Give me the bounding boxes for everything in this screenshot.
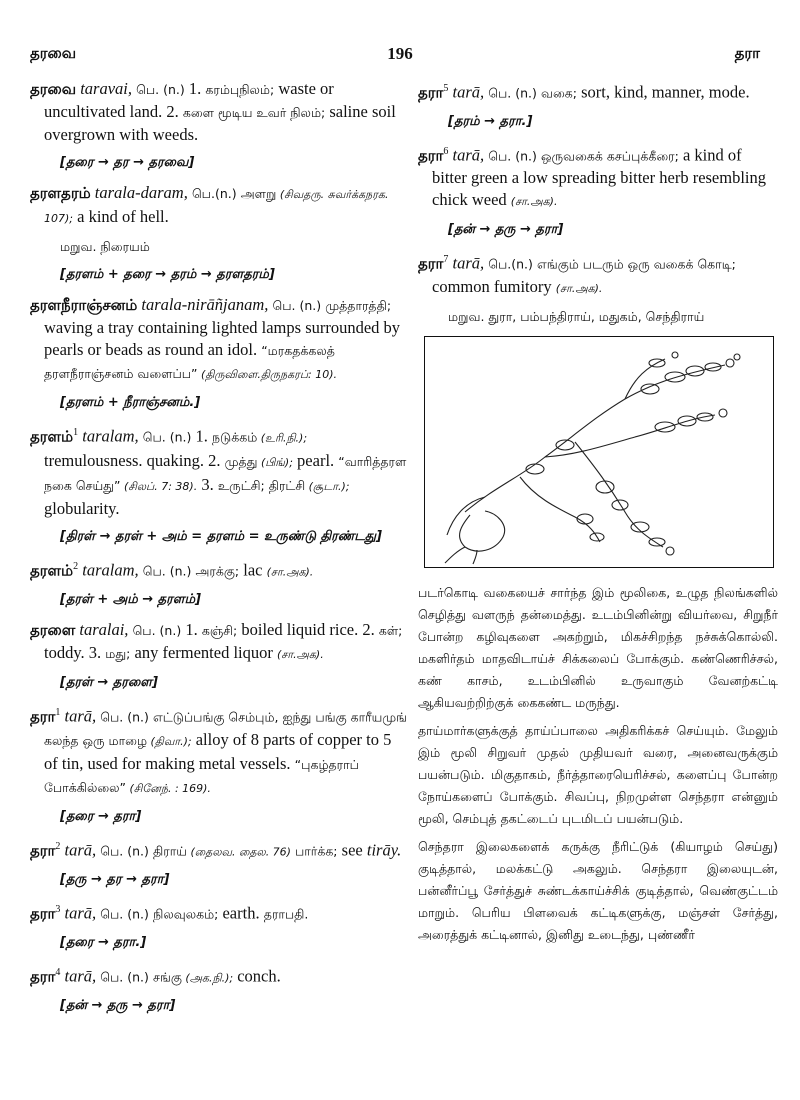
part-of-speech: பெ.(n.) [488, 256, 533, 272]
left-guide-word: தரவை [30, 44, 77, 62]
headword: தரவை [30, 80, 77, 98]
transliteration: tarā, [64, 966, 97, 985]
flower [666, 547, 674, 555]
etymology-line: [தரளம் + தரை → தரம் → தரளதரம்] [60, 267, 275, 282]
homograph-number: 6 [443, 145, 449, 157]
tamil-gloss: களை மூடிய உவர் நிலம்; [182, 105, 326, 120]
part-of-speech: பெ. (n.) [100, 709, 149, 725]
tamil-gloss: அரக்கு; [195, 563, 240, 578]
stem [447, 497, 485, 535]
headword: தரளை [30, 621, 76, 639]
tamil-gloss: தராபதி. [263, 906, 309, 922]
headword: தரா [30, 967, 56, 985]
part-of-speech: பெ. (n.) [142, 429, 192, 445]
definition-text: waving a tray containing lighted lamps surrounded by pearls or beads as round an idol. [44, 318, 401, 359]
part-of-speech: பெ. (n.) [100, 969, 149, 984]
definition-text: pearl. [292, 450, 339, 470]
root [445, 547, 465, 563]
dictionary-entry [30, 962, 408, 990]
transliteration: taralam, [82, 426, 139, 446]
part-of-speech: பெ. (n.) [272, 298, 322, 313]
transliteration: taralam, [82, 560, 139, 579]
leaf [665, 372, 685, 382]
page-number: 196 [387, 44, 413, 63]
dictionary-entry [30, 836, 408, 864]
tamil-gloss: “வாரித்தரள நகை செய்து” [44, 453, 407, 493]
stem [545, 415, 715, 457]
part-of-speech: பெ. (n.) [100, 843, 149, 858]
tamil-gloss: நடுக்கம் [212, 429, 258, 445]
tamil-gloss: “புகழ்தராப் போக்கில்லை” [44, 756, 359, 795]
dictionary-entry [30, 556, 408, 584]
tamil-gloss: எட்டுப்பங்கு செம்பும், ஐந்து பங்கு காரீயமுங் கலந்த ஒரு மாழை [44, 709, 408, 748]
leaf [649, 538, 665, 546]
transliteration: tarā, [452, 82, 485, 102]
homograph-number: 3 [55, 904, 61, 915]
transliteration: tarā, [452, 253, 485, 273]
headword: தரா [30, 707, 56, 726]
transliteration: tarala-nirāñjanam, [141, 295, 269, 314]
etymology-line: [தன் → தரு → தரா] [60, 998, 176, 1013]
etymology-line: [தரள் → தரளை] [60, 675, 158, 690]
definition-text: globularity. [44, 498, 120, 518]
etymology-line: [தரள் + அம் → தரளம்] [60, 592, 201, 607]
etymology-line: [தரை → தரா] [60, 808, 142, 824]
definition-text: conch. [233, 966, 281, 985]
definition-text: alloy of 8 parts of copper to 5 of tin, used for making metal vessels. [44, 729, 392, 773]
dictionary-entry [30, 702, 408, 800]
headword: தரா [30, 841, 56, 859]
dictionary-entry [30, 294, 408, 386]
source-citation: (சூடா.); [305, 479, 350, 493]
tamil-gloss: கஞ்சி; [201, 623, 238, 638]
definition-text: saline soil overgrown with weeds. [44, 102, 396, 144]
source-citation: (அக.நி.); [181, 971, 234, 984]
part-of-speech: பெ. (n.) [142, 563, 192, 578]
transliteration: tarala-daram, [94, 183, 188, 202]
dictionary-entry [30, 899, 408, 926]
source-citation: (சா.அக). [555, 281, 603, 295]
right-entries [418, 78, 778, 328]
etymology-line: [தரம் → தரா.] [448, 113, 533, 129]
prose-paragraph: படர்கொடி வகையைச் சார்ந்த இம் மூலிகை, உழுத நிலங்களில் செழித்து வளருந் தன்மைத்து. உடம்பினின்று வியர்வை, சிறுநீர் போன்ற கழிவுகளை அகற்றும், மிகச்சிறந்த நச்சுக்கொல்லி. மகளிர்தம் மாதவிடாய்ச் சிக்கலைப் போக்கும். கண்ணெரிச்சல், கண் காசம், உடம்பினில் உருவாகும் வேனற்கட்டி ஆகியவற்றிற்குக் கைகண்ட மருந்து. [418, 584, 778, 710]
source-citation: (திருவிளை.திருநகரப்: 10). [197, 368, 338, 381]
tamil-gloss: சங்கு [153, 969, 182, 984]
leaf [612, 500, 628, 510]
homograph-number: 1 [73, 427, 79, 438]
part-of-speech: பெ.(n.) [191, 186, 237, 201]
homograph-number: 5 [443, 83, 449, 94]
headword: தரளம் [30, 561, 74, 579]
tamil-gloss: வகை; [541, 85, 578, 101]
tamil-gloss: கள்; [378, 623, 403, 638]
dictionary-entry [418, 78, 778, 105]
right-column [418, 78, 778, 952]
tamil-gloss: பார்க்க; [290, 843, 338, 858]
definition-text: see [337, 840, 367, 859]
part-of-speech: பெ. (n.) [132, 623, 182, 638]
part-of-speech: பெ. (n.) [100, 906, 149, 922]
tamil-gloss: “மரகதக்கலத் தரளநீராஞ்சனம் வளைப்ப” [44, 343, 335, 381]
homograph-number: 1 [55, 707, 61, 718]
source-citation: (சிவதரு. சுவர்க்கநரக. 107); [44, 188, 389, 225]
prose-paragraph: செந்தரா இலைகளைக் கருக்கு நீரிட்டுக் (கியாழம் செய்து) குடித்தால், மலக்கட்டு அகலும். செந்தரா இலையுடன், பன்னீர்ப்பூ சேர்த்துச் சுண்டக்காய்ச்சிக் குடித்தால், வெண்குட்டம் மாறும். பெரிய பிளவைக் கட்டிகளுக்கு, மஞ்சள் சேர்த்து, அரைத்துக் கட்டினால், இனிது உடைந்து, புண்ணீர் [418, 838, 778, 942]
plant-figure [424, 336, 774, 568]
definition-text: 3. [197, 474, 218, 494]
tamil-gloss: எங்கும் படரும் ஒரு வகைக் கொடி; [537, 256, 736, 272]
dictionary-entry [30, 619, 408, 666]
transliteration: taravai, [80, 79, 132, 98]
synonym-line: மறுவ. நிரையம் [60, 239, 150, 254]
tamil-gloss: கரம்புநிலம்; [205, 82, 275, 97]
source-citation: (சினேந். : 169). [126, 781, 211, 795]
definition-text: 1. [184, 79, 206, 98]
prose-paragraph: தாய்மார்களுக்குத் தாய்ப்பாலை அதிகரிக்கச் செய்யும். மேலும் இம் மூலி சிறுவர் முதல் முதியவர் வரை, அனைவருக்கும் பயன்படும். மிகுதாகம், நீர்த்தாரையெரிச்சல், களைப்பு போன்ற நோய்களைப் போக்கும். சிவப்பு, நிறமுள்ள செந்தரா என்னும் மூலி, செம்புத் தகட்டைப் புடமிடப் பயன்படும். [418, 722, 778, 826]
headword: தரா [30, 904, 56, 923]
plant-description [418, 582, 778, 946]
definition-text: waste or uncultivated land. 2. [44, 79, 334, 121]
dictionary-entry [30, 182, 408, 230]
tamil-gloss: முத்தாரத்தி; [325, 298, 392, 313]
etymology-line: [தரளம் + நீராஞ்சனம்.] [60, 395, 201, 410]
definition-text: a kind of bitter green a low spreading bitter herb resembling chick weed [432, 145, 767, 209]
flower [719, 409, 727, 417]
transliteration: tarā, [64, 903, 97, 923]
source-citation: (சிலப். 7: 38). [120, 479, 198, 493]
source-citation: (சா.அக). [510, 195, 558, 208]
definition-text: a kind of hell. [73, 207, 169, 226]
part-of-speech: பெ. (n.) [136, 82, 185, 97]
homograph-number: 2 [55, 840, 61, 852]
source-citation: (தைலவ. தைல. 76) [186, 845, 291, 858]
headword: தரா [418, 254, 444, 273]
source-citation: (திவா.); [147, 734, 192, 748]
definition-text: common fumitory [432, 276, 556, 296]
headword: தரளம் [30, 427, 74, 446]
etymology-line: [தன் → தரு → தரா] [448, 222, 564, 237]
headword: தரா [418, 83, 444, 102]
etymology-line: [தரை → தர → தரவை] [60, 155, 195, 170]
tamil-gloss: திராய் [153, 843, 187, 858]
definition-text: 1. [181, 620, 202, 639]
headword: தரளநீராஞ்சனம் [30, 296, 138, 314]
dictionary-entry [30, 78, 408, 146]
etymology-line: [தரை → தரா.] [60, 934, 147, 950]
definition-text: tremulousness. quaking. 2. [44, 450, 225, 470]
leaf [655, 422, 675, 432]
homograph-number: 7 [443, 254, 449, 265]
homograph-number: 4 [55, 966, 61, 978]
leaf [596, 481, 614, 493]
root [473, 550, 477, 564]
stem [465, 365, 725, 512]
source-citation: (உரி.நி.); [257, 431, 308, 445]
headword: தரா [418, 146, 444, 164]
stem [575, 442, 663, 547]
headword: தரளதரம் [30, 184, 91, 202]
definition-text: sort, kind, manner, mode. [577, 82, 750, 102]
root [460, 511, 505, 551]
definition-text: boiled liquid rice. 2. [237, 620, 379, 639]
flower [734, 354, 740, 360]
cross-reference: tirāy. [366, 840, 402, 859]
flower [672, 352, 678, 358]
definition-text: toddy. 3. [44, 643, 106, 662]
tamil-gloss: மது; [105, 646, 131, 661]
right-guide-word: தரா [734, 44, 760, 62]
stem [520, 477, 600, 542]
homograph-number: 2 [73, 560, 79, 572]
transliteration: tarā, [64, 840, 97, 859]
part-of-speech: பெ. (n.) [488, 85, 537, 101]
definition-text: any fermented liquor [130, 643, 278, 662]
tamil-gloss: நிலவுலகம்; [153, 906, 219, 922]
definition-text: lac [239, 560, 267, 579]
transliteration: tarā, [452, 145, 485, 164]
transliteration: tarā, [64, 706, 97, 726]
dictionary-entry [30, 422, 408, 520]
definition-text: earth. [218, 903, 264, 923]
left-column [30, 78, 408, 1025]
source-citation: (சா.அக). [266, 565, 314, 578]
dictionary-entry [418, 141, 778, 214]
part-of-speech: பெ. (n.) [488, 148, 537, 163]
tamil-gloss: ஒருவகைக் கசப்புக்கீரை; [541, 148, 679, 163]
flower [726, 359, 734, 367]
transliteration: taralai, [79, 620, 129, 639]
synonym-line: மறுவ. துரா, பம்பந்திராய், மதுகம், செந்திராய் [448, 308, 705, 324]
tamil-gloss: அளறு [240, 186, 277, 201]
source-citation: (பிங்); [257, 455, 293, 469]
fumitory-plant-illustration-icon [425, 337, 772, 566]
source-citation: (சா.அக). [277, 648, 324, 661]
tamil-gloss: முத்து [224, 453, 258, 469]
etymology-line: [தரு → தர → தரா] [60, 872, 170, 887]
tamil-gloss: உருட்சி; திரட்சி [217, 477, 306, 493]
definition-text: 1. [191, 426, 213, 446]
dictionary-entry [418, 249, 778, 300]
etymology-line: [திரள் → தரள் + அம் = தரளம் = உருண்டு திரண்டது] [60, 528, 382, 544]
